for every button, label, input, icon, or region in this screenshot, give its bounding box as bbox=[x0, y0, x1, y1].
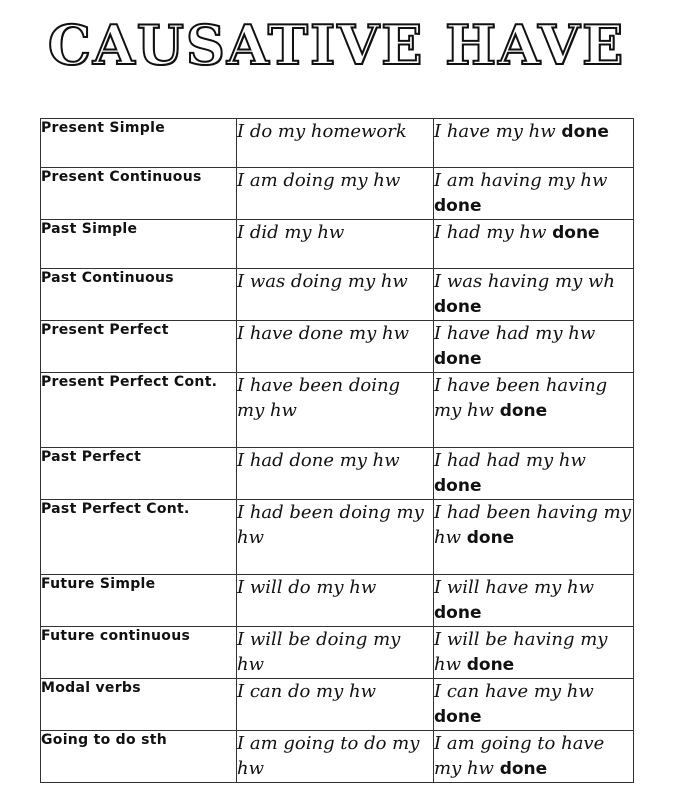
active-form-cell: I have been doing my hw bbox=[237, 373, 434, 448]
table-row bbox=[41, 373, 634, 448]
causative-table bbox=[40, 118, 634, 783]
active-form-cell: I do my homework bbox=[237, 119, 434, 168]
done-marker: done bbox=[561, 122, 609, 142]
active-form-cell: I was doing my hw bbox=[237, 269, 434, 321]
done-marker: done bbox=[434, 707, 482, 727]
causative-form-cell bbox=[434, 575, 634, 627]
causative-form-cell bbox=[434, 269, 634, 321]
causative-text: I can have my hw bbox=[434, 681, 594, 702]
causative-form-cell bbox=[434, 679, 634, 731]
active-form-cell: I am going to do my hw bbox=[237, 731, 434, 783]
table-row bbox=[41, 269, 634, 321]
tense-cell: Past Perfect bbox=[41, 448, 237, 500]
table-row bbox=[41, 448, 634, 500]
tense-cell: Modal verbs bbox=[41, 679, 237, 731]
causative-text: I have my hw bbox=[434, 121, 556, 142]
table-row bbox=[41, 500, 634, 575]
causative-form-cell bbox=[434, 168, 634, 220]
causative-form-cell bbox=[434, 220, 634, 269]
causative-text: I had been having my hw bbox=[434, 502, 631, 548]
causative-text: I have had my hw bbox=[434, 323, 596, 344]
table-row bbox=[41, 220, 634, 269]
table-row bbox=[41, 168, 634, 220]
table-row bbox=[41, 627, 634, 679]
causative-text: I am having my hw bbox=[434, 170, 608, 191]
causative-text: I had my hw bbox=[434, 222, 547, 243]
causative-form-cell bbox=[434, 500, 634, 575]
tense-cell: Future continuous bbox=[41, 627, 237, 679]
done-marker: done bbox=[434, 297, 482, 317]
done-marker: done bbox=[499, 401, 548, 421]
causative-text: I will have my hw bbox=[434, 577, 595, 598]
causative-form-cell bbox=[434, 627, 634, 679]
active-form-cell: I had been doing my hw bbox=[237, 500, 434, 575]
table-row bbox=[41, 119, 634, 168]
causative-text: I will be having my hw bbox=[434, 629, 608, 675]
active-form-cell: I had done my hw bbox=[237, 448, 434, 500]
active-form-cell: I will do my hw bbox=[237, 575, 434, 627]
table-row bbox=[41, 575, 634, 627]
tense-cell: Past Continuous bbox=[41, 269, 237, 321]
done-marker: done bbox=[466, 655, 515, 675]
tense-cell: Present Continuous bbox=[41, 168, 237, 220]
tense-cell: Present Simple bbox=[41, 119, 237, 168]
done-marker: done bbox=[434, 603, 482, 623]
causative-text: I was having my wh bbox=[434, 271, 615, 292]
done-marker: done bbox=[466, 528, 515, 548]
active-form-cell: I have done my hw bbox=[237, 321, 434, 373]
causative-form-cell bbox=[434, 448, 634, 500]
table-row bbox=[41, 321, 634, 373]
causative-text: I had had my hw bbox=[434, 450, 586, 471]
tense-cell: Future Simple bbox=[41, 575, 237, 627]
done-marker: done bbox=[434, 476, 482, 496]
tense-cell: Going to do sth bbox=[41, 731, 237, 783]
active-form-cell: I did my hw bbox=[237, 220, 434, 269]
active-form-cell: I am doing my hw bbox=[237, 168, 434, 220]
causative-form-cell bbox=[434, 321, 634, 373]
done-marker: done bbox=[434, 196, 482, 216]
causative-form-cell bbox=[434, 119, 634, 168]
causative-text: I am going to have my hw bbox=[434, 733, 605, 779]
tense-cell: Present Perfect Cont. bbox=[41, 373, 237, 448]
causative-form-cell bbox=[434, 731, 634, 783]
tense-cell: Past Perfect Cont. bbox=[41, 500, 237, 575]
table-row bbox=[41, 679, 634, 731]
done-marker: done bbox=[499, 759, 548, 779]
causative-text: I have been having my hw bbox=[434, 375, 608, 421]
page-title: CAUSATIVE HAVE bbox=[47, 13, 626, 77]
active-form-cell: I can do my hw bbox=[237, 679, 434, 731]
tense-cell: Present Perfect bbox=[41, 321, 237, 373]
done-marker: done bbox=[434, 349, 482, 369]
causative-form-cell bbox=[434, 373, 634, 448]
active-form-cell: I will be doing my hw bbox=[237, 627, 434, 679]
tense-cell: Past Simple bbox=[41, 220, 237, 269]
done-marker: done bbox=[552, 223, 600, 243]
table-row bbox=[41, 731, 634, 783]
